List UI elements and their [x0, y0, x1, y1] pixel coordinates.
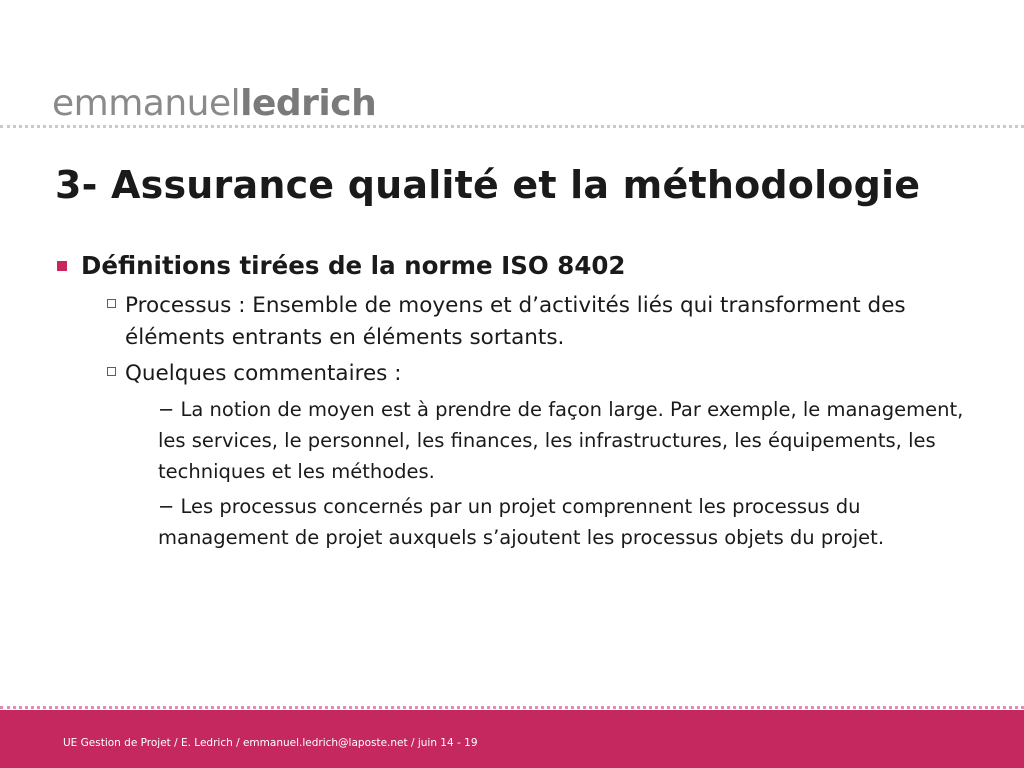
definition-text: Processus : Ensemble de moyens et d’activités liés qui transforment des éléments entrants en éléments sortants. [125, 293, 906, 350]
footer-divider [0, 706, 1024, 709]
hollow-square-bullet-icon [107, 367, 116, 376]
section-heading: Définitions tirées de la norme ISO 8402 [81, 251, 626, 280]
footer-text: UE Gestion de Projet / E. Ledrich / emmanuel.ledrich@laposte.net / juin 14 - 19 [63, 737, 478, 749]
header-divider [0, 125, 1024, 128]
comment-2: − Les processus concernés par un projet comprennent les processus du management de projet auxquels s’ajoutent les processus objets du projet. [158, 495, 885, 549]
comment-1: − La notion de moyen est à prendre de façon large. Par exemple, le management, les services, le personnel, les finances, les infrastructures, les équipements, les techniques et les méthodes. [158, 398, 964, 483]
section-heading-item [55, 246, 985, 286]
brand-logo [52, 80, 376, 128]
comments-item [107, 358, 985, 390]
slide-content [55, 246, 985, 553]
brand-first-name: emmanuel [52, 83, 241, 124]
slide-title: 3- Assurance qualité et la méthodologie [55, 163, 921, 207]
square-bullet-icon [57, 261, 67, 271]
comments-label: Quelques commentaires : [125, 361, 402, 386]
brand-last-name: ledrich [240, 83, 377, 124]
hollow-square-bullet-icon [107, 299, 116, 308]
definition-item [107, 290, 985, 354]
